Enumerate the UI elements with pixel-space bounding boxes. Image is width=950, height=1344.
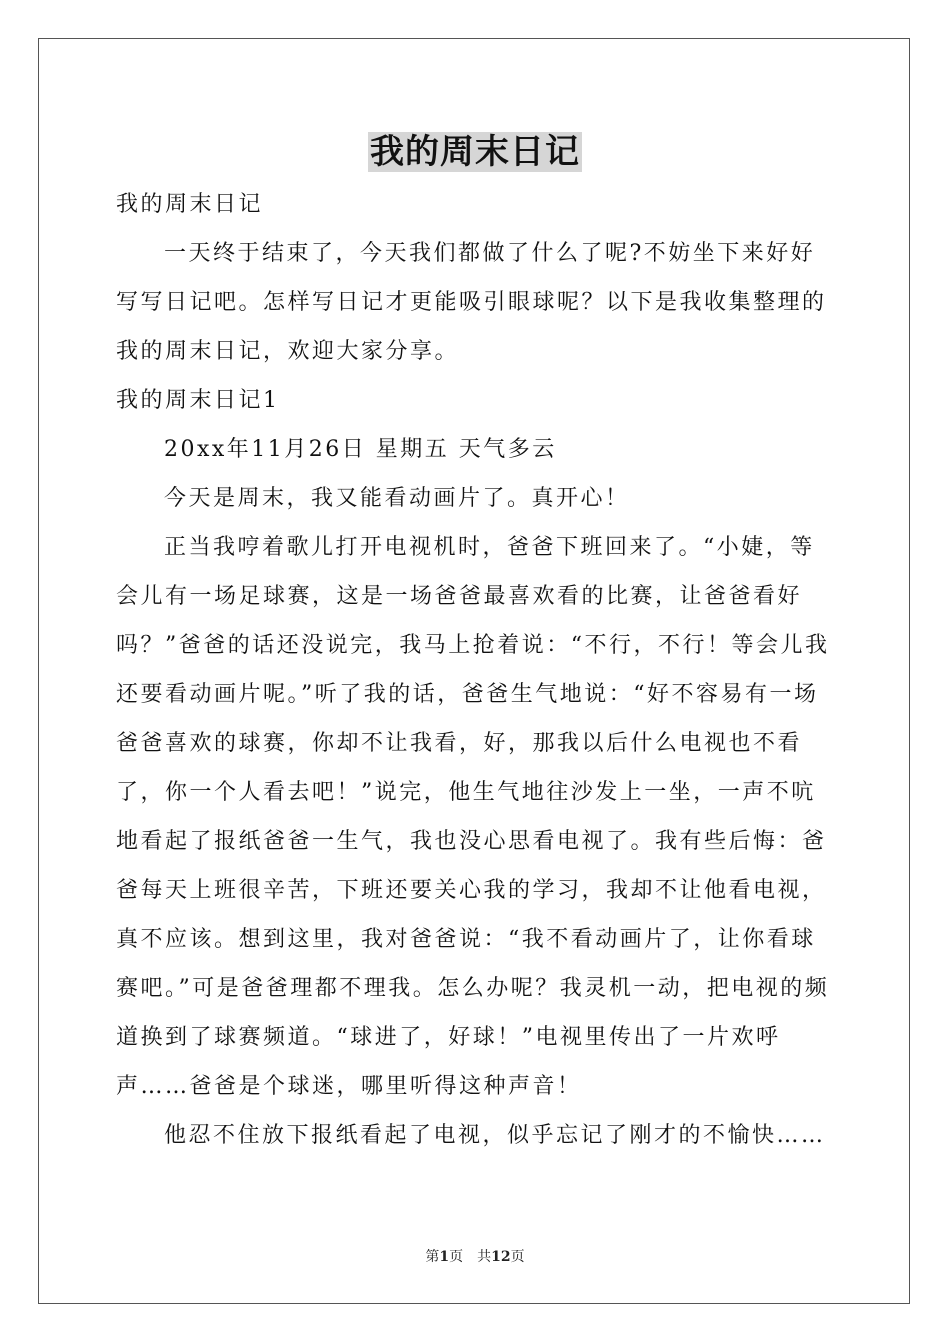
page-current: 1 [439,1249,450,1265]
total-suffix: 页 [510,1249,525,1265]
date-line: 20xx年11月26日 星期五 天气多云 [164,437,557,462]
document-body [116,180,836,1160]
document-title-text: 我的周末日记 [370,132,580,172]
section-heading: 我的周末日记1 [116,388,280,413]
body-paragraph: 今天是周末，我又能看动画片了。真开心！ [164,486,630,511]
page-footer [0,1246,950,1266]
page-prefix: 第 [425,1249,440,1265]
page-suffix: 页 [449,1249,464,1265]
body-paragraph: 他忍不住放下报纸看起了电视，似乎忘记了刚才的不愉快…… [164,1123,826,1148]
page-total: 12 [491,1249,511,1265]
document-title [0,124,950,173]
intro-paragraph: 一天终于结束了，今天我们都做了什么了呢?不妨坐下来好好写写日记吧。怎样写日记才更能吸引眼球呢？以下是我收集整理的我的周末日记，欢迎大家分享。 [116,241,827,364]
body-paragraph: 正当我哼着歌儿打开电视机时，爸爸下班回来了。“小婕，等会儿有一场足球赛，这是一场爸爸最喜欢看的比赛，让爸爸看好吗？”爸爸的话还没说完，我马上抢着说：“不行，不行！等会儿我还要看动画片呢。”听了我的话，爸爸生气地说：“好不容易有一场爸爸喜欢的球赛，你却不让我看，好，那我以后什么电视也不看了，你一个人看去吧！”说完，他生气地往沙发上一坐，一声不吭地看起了报纸爸爸一生气，我也没心思看电视了。我有些后悔：爸爸每天上班很辛苦，下班还要关心我的学习，我却不让他看电视，真不应该。想到这里，我对爸爸说：“我不看动画片了，让你看球赛吧。”可是爸爸理都不理我。怎么办呢？我灵机一动，把电视的频道换到了球赛频道。“球进了，好球！”电视里传出了一片欢呼声……爸爸是个球迷，哪里听得这种声音！ [116,535,830,1099]
total-prefix: 共 [477,1249,492,1265]
subtitle-paragraph: 我的周末日记 [116,192,264,217]
